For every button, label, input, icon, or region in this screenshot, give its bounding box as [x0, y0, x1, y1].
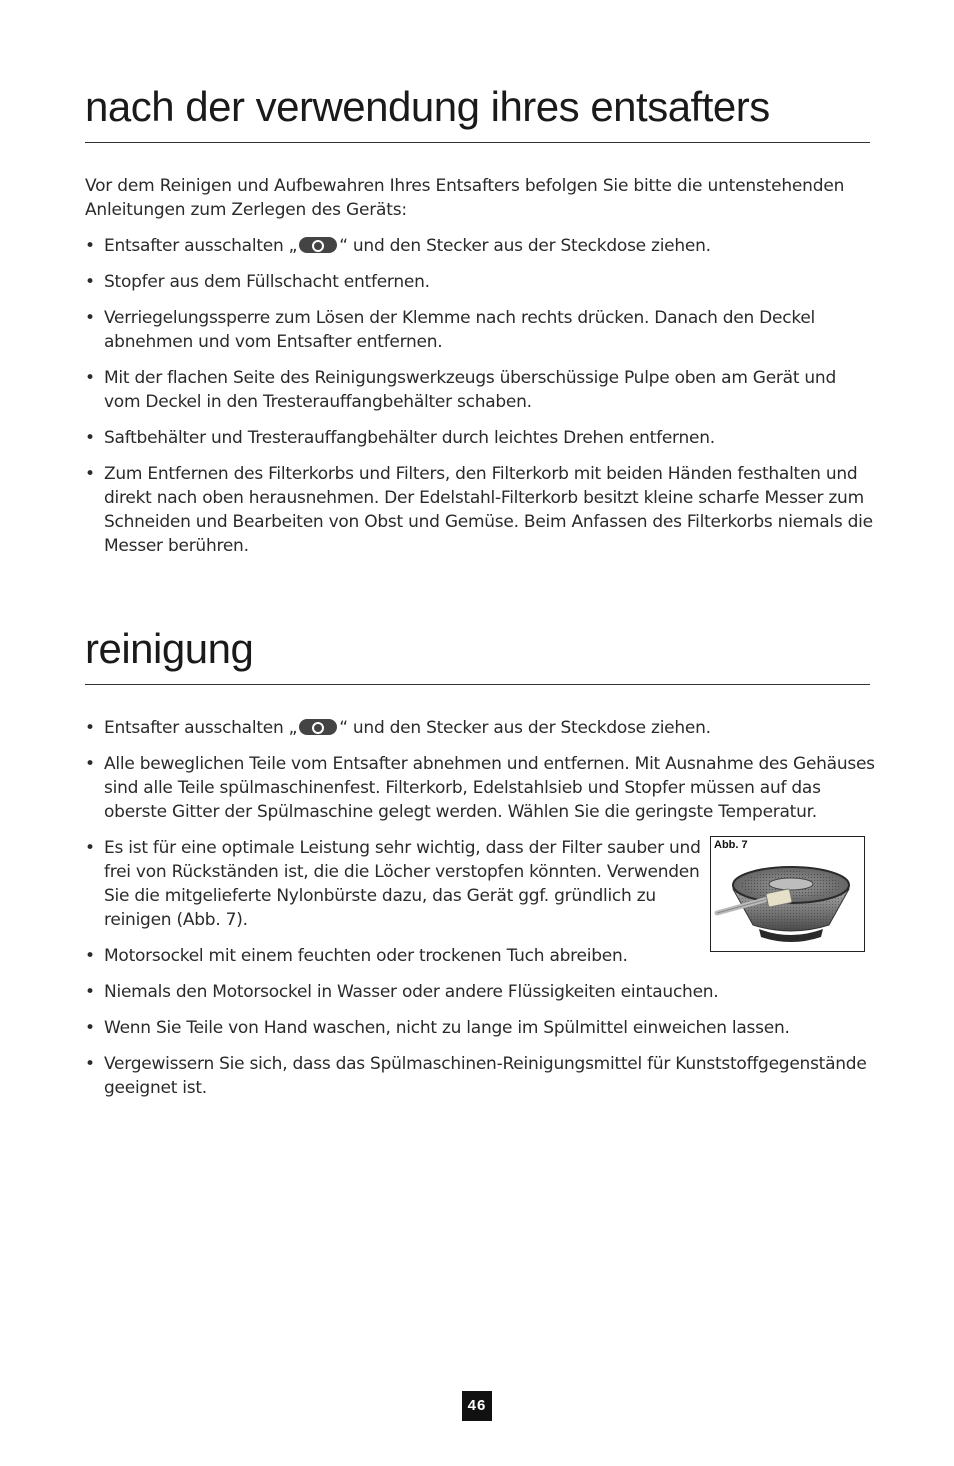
list-item: • Alle beweglichen Teile vom Entsafter abnehmen und entfernen. Mit Ausnahme des Gehäuses sind alle Teile spülmaschinenfest. Filterkorb, Edelstahlsieb und Stopfer müssen auf das oberste Gitter der Spülmaschine gelegt werden. Wählen Sie die geringste Temperatur. [85, 754, 875, 822]
filter-basket-illustration [711, 837, 863, 950]
power-button-icon [299, 237, 337, 253]
list-item: • Mit der flachen Seite des Reinigungswerkzeugs überschüssige Pulpe oben am Gerät und vom Deckel in den Tresterauffangbehälter schaben. [85, 368, 836, 412]
list-item: • Es ist für eine optimale Leistung sehr wichtig, dass der Filter sauber und frei von Rückständen ist, die die Löcher verstopfen könnten. Verwenden Sie die mitgelieferte Nylonbürste dazu, das Gerät ggf. gründlich zu reinigen (Abb. 7). [85, 838, 701, 930]
list-item: • Saftbehälter und Tresterauffangbehälter durch leichtes Drehen entfernen. [85, 428, 715, 448]
title-divider [85, 684, 870, 685]
bullet: • [85, 754, 95, 774]
bullet: • [85, 718, 95, 738]
page-number: 46 [462, 1391, 492, 1421]
bullet: • [85, 838, 95, 858]
list-item: • Entsafter ausschalten „ “ und den Stecker aus der Steckdose ziehen. [85, 718, 711, 738]
section-title-after-use: nach der verwendung ihres entsafters [85, 83, 770, 130]
title-divider [85, 142, 870, 143]
figure-filter-basket [710, 836, 865, 952]
bullet: • [85, 982, 95, 1002]
list-item: • Wenn Sie Teile von Hand waschen, nicht zu lange im Spülmittel einweichen lassen. [85, 1018, 790, 1038]
list-item: • Zum Entfernen des Filterkorbs und Filters, den Filterkorb mit beiden Händen festhalten und direkt nach oben herausnehmen. Der Edelstahl-Filterkorb besitzt kleine scharfe Messer zum Schneiden und Bearbeiten von Obst und Gemüse. Beim Anfassen des Filterkorbs niemals die Messer berühren. [85, 464, 873, 556]
list-item: • Verriegelungssperre zum Lösen der Klemme nach rechts drücken. Danach den Deckel abnehmen und vom Entsafter entfernen. [85, 308, 816, 352]
power-button-icon [299, 719, 337, 735]
intro-paragraph: Vor dem Reinigen und Aufbewahren Ihres Entsafters befolgen Sie bitte die untenstehenden Anleitungen zum Zerlegen des Geräts: [85, 176, 845, 220]
list-item: • Niemals den Motorsockel in Wasser oder andere Flüssigkeiten eintauchen. [85, 982, 719, 1002]
list-item: • Entsafter ausschalten „ “ und den Stecker aus der Steckdose ziehen. [85, 236, 711, 256]
bullet: • [85, 1054, 95, 1074]
section-title-cleaning: reinigung [85, 625, 254, 672]
list-item: • Motorsockel mit einem feuchten oder trockenen Tuch abreiben. [85, 946, 628, 966]
bullet: • [85, 236, 95, 256]
list-item: • Vergewissern Sie sich, dass das Spülmaschinen-Reinigungsmittel für Kunststoffgegenstände geeignet ist. [85, 1054, 867, 1098]
bullet: • [85, 946, 95, 966]
bullet: • [85, 308, 95, 328]
bullet: • [85, 368, 95, 388]
bullet: • [85, 464, 95, 484]
bullet: • [85, 428, 95, 448]
disassembly-steps-list [85, 234, 875, 570]
bullet: • [85, 272, 95, 292]
bullet: • [85, 1018, 95, 1038]
figure-label: Abb. 7 [714, 839, 748, 851]
list-item: • Stopfer aus dem Füllschacht entfernen. [85, 272, 430, 292]
